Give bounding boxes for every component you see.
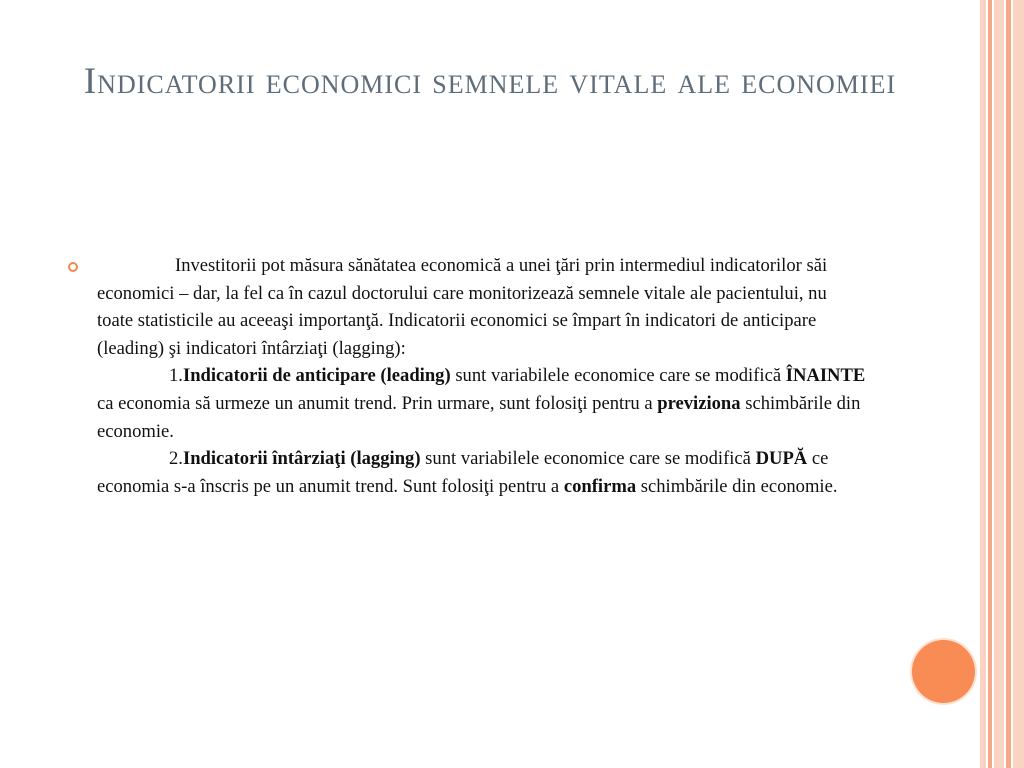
item-number: 2. — [169, 448, 183, 470]
emphasis-before: ÎNAINTE — [785, 365, 866, 387]
intro-text: Investitorii pot măsura sănătatea economică a unei ţări prin intermediul indicatorilor săi economici – dar, la fel ca în cazul doctorului care monitorizează semnele vitale ale pacientului, nu toate statisticile au aceeaşi importanţă. Indicatorii economici se împart în indicatori de anticipare (leading) şi indicatori întârziaţi (lagging): — [97, 255, 828, 359]
term-lagging: Indicatorii întârziaţi (lagging) — [182, 448, 421, 470]
decorative-stripe — [980, 0, 986, 768]
item-number: 1. — [169, 365, 183, 387]
term-leading: Indicatorii de anticipare (leading) — [182, 365, 451, 387]
slide-title: Indicatorii economici semnele vitale ale economiei — [83, 61, 897, 102]
list-item-leading: 1.Indicatorii de anticipare (leading) sunt variabilele economice care se modifică ÎNAINTE ca economia să urmeze un anumit trend. Prin urmare, sunt folosiţi pentru a previziona schimbările din economie. — [97, 365, 866, 442]
emphasis-after: DUPĂ — [755, 448, 808, 470]
decorative-stripe — [988, 0, 992, 768]
decorative-stripe — [994, 0, 1004, 768]
list-item-lagging: 2.Indicatorii întârziaţi (lagging) sunt variabilele economice care se modifică DUPĂ ce economia s-a înscris pe un anumit trend. Sunt folosiţi pentru a confirma schimbările din economie. — [97, 448, 838, 497]
decorative-circle — [912, 640, 975, 703]
intro-paragraph — [97, 252, 867, 362]
decorative-stripe — [1013, 0, 1024, 768]
decorative-stripe — [1006, 0, 1011, 768]
bullet-ring-icon — [68, 262, 78, 272]
verb-forecast: previziona — [657, 392, 741, 414]
verb-confirm: confirma — [563, 475, 637, 497]
slide-body — [97, 252, 867, 500]
